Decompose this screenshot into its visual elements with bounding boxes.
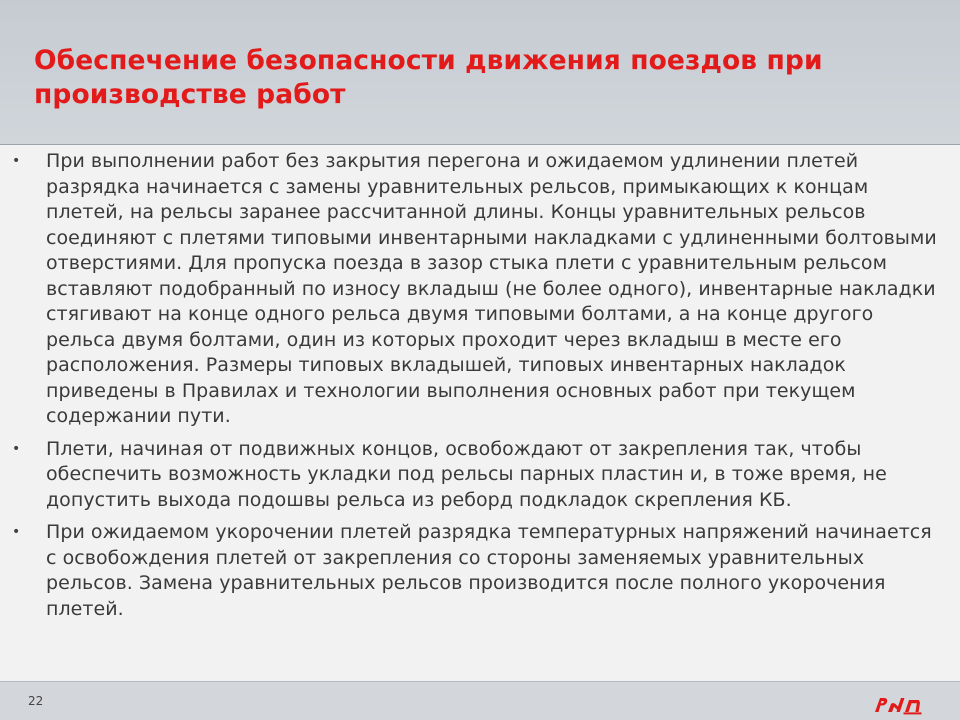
slide-content — [0, 149, 960, 681]
bullet-item — [0, 437, 960, 514]
page-number: 22 — [28, 694, 44, 708]
bullet-list — [0, 149, 960, 622]
slide-footer — [0, 681, 960, 720]
bullet-text: При выполнении работ без закрытия перегона и ожидаемом удлинении плетей разрядка начинается с замены уравнительных рельсов, примыкающих к концам плетей, на рельсы заранее рассчитанной длины. Концы уравнительных рельсов соединяют с плетями типовыми инвентарными накладками с удлиненными болтовыми отверстиями. Для пропуска поезда в зазор стыка плети с уравнительным рельсом вставляют подобранный по износу вкладыш (не более одного), инвентарные накладки стягивают на конце одного рельса двумя типовыми болтами, а на конце другого рельса двумя болтами, один из которых проходит через вкладыш в месте его расположения. Размеры типовых вкладышей, типовых инвентарных накладок приведены в Правилах и технологии выполнения основных работ при текущем содержании пути. — [46, 150, 937, 427]
bullet-marker: • — [12, 524, 21, 540]
bullet-text: При ожидаемом укорочении плетей разрядка температурных напряжений начинается с освобождения плетей от закрепления со стороны заменяемых уравнительных рельсов. Замена уравнительных рельсов производится после полного укорочения плетей. — [46, 521, 932, 620]
bullet-marker: • — [12, 440, 21, 457]
slide-header — [0, 0, 960, 145]
bullet-item — [0, 149, 960, 430]
bullet-marker: • — [12, 153, 21, 169]
bullet-item — [0, 520, 960, 622]
bullet-text: Плети, начиная от подвижных концов, освобождают от закрепления так, чтобы обеспечить возможность укладки под рельсы парных пластин и, в тоже время, не допустить выхода подошвы рельса из реборд подкладок скрепления КБ. — [46, 437, 887, 511]
rzd-logo-icon — [874, 694, 924, 716]
slide-title: Обеспечение безопасности движения поездов при производстве работ — [34, 45, 823, 110]
